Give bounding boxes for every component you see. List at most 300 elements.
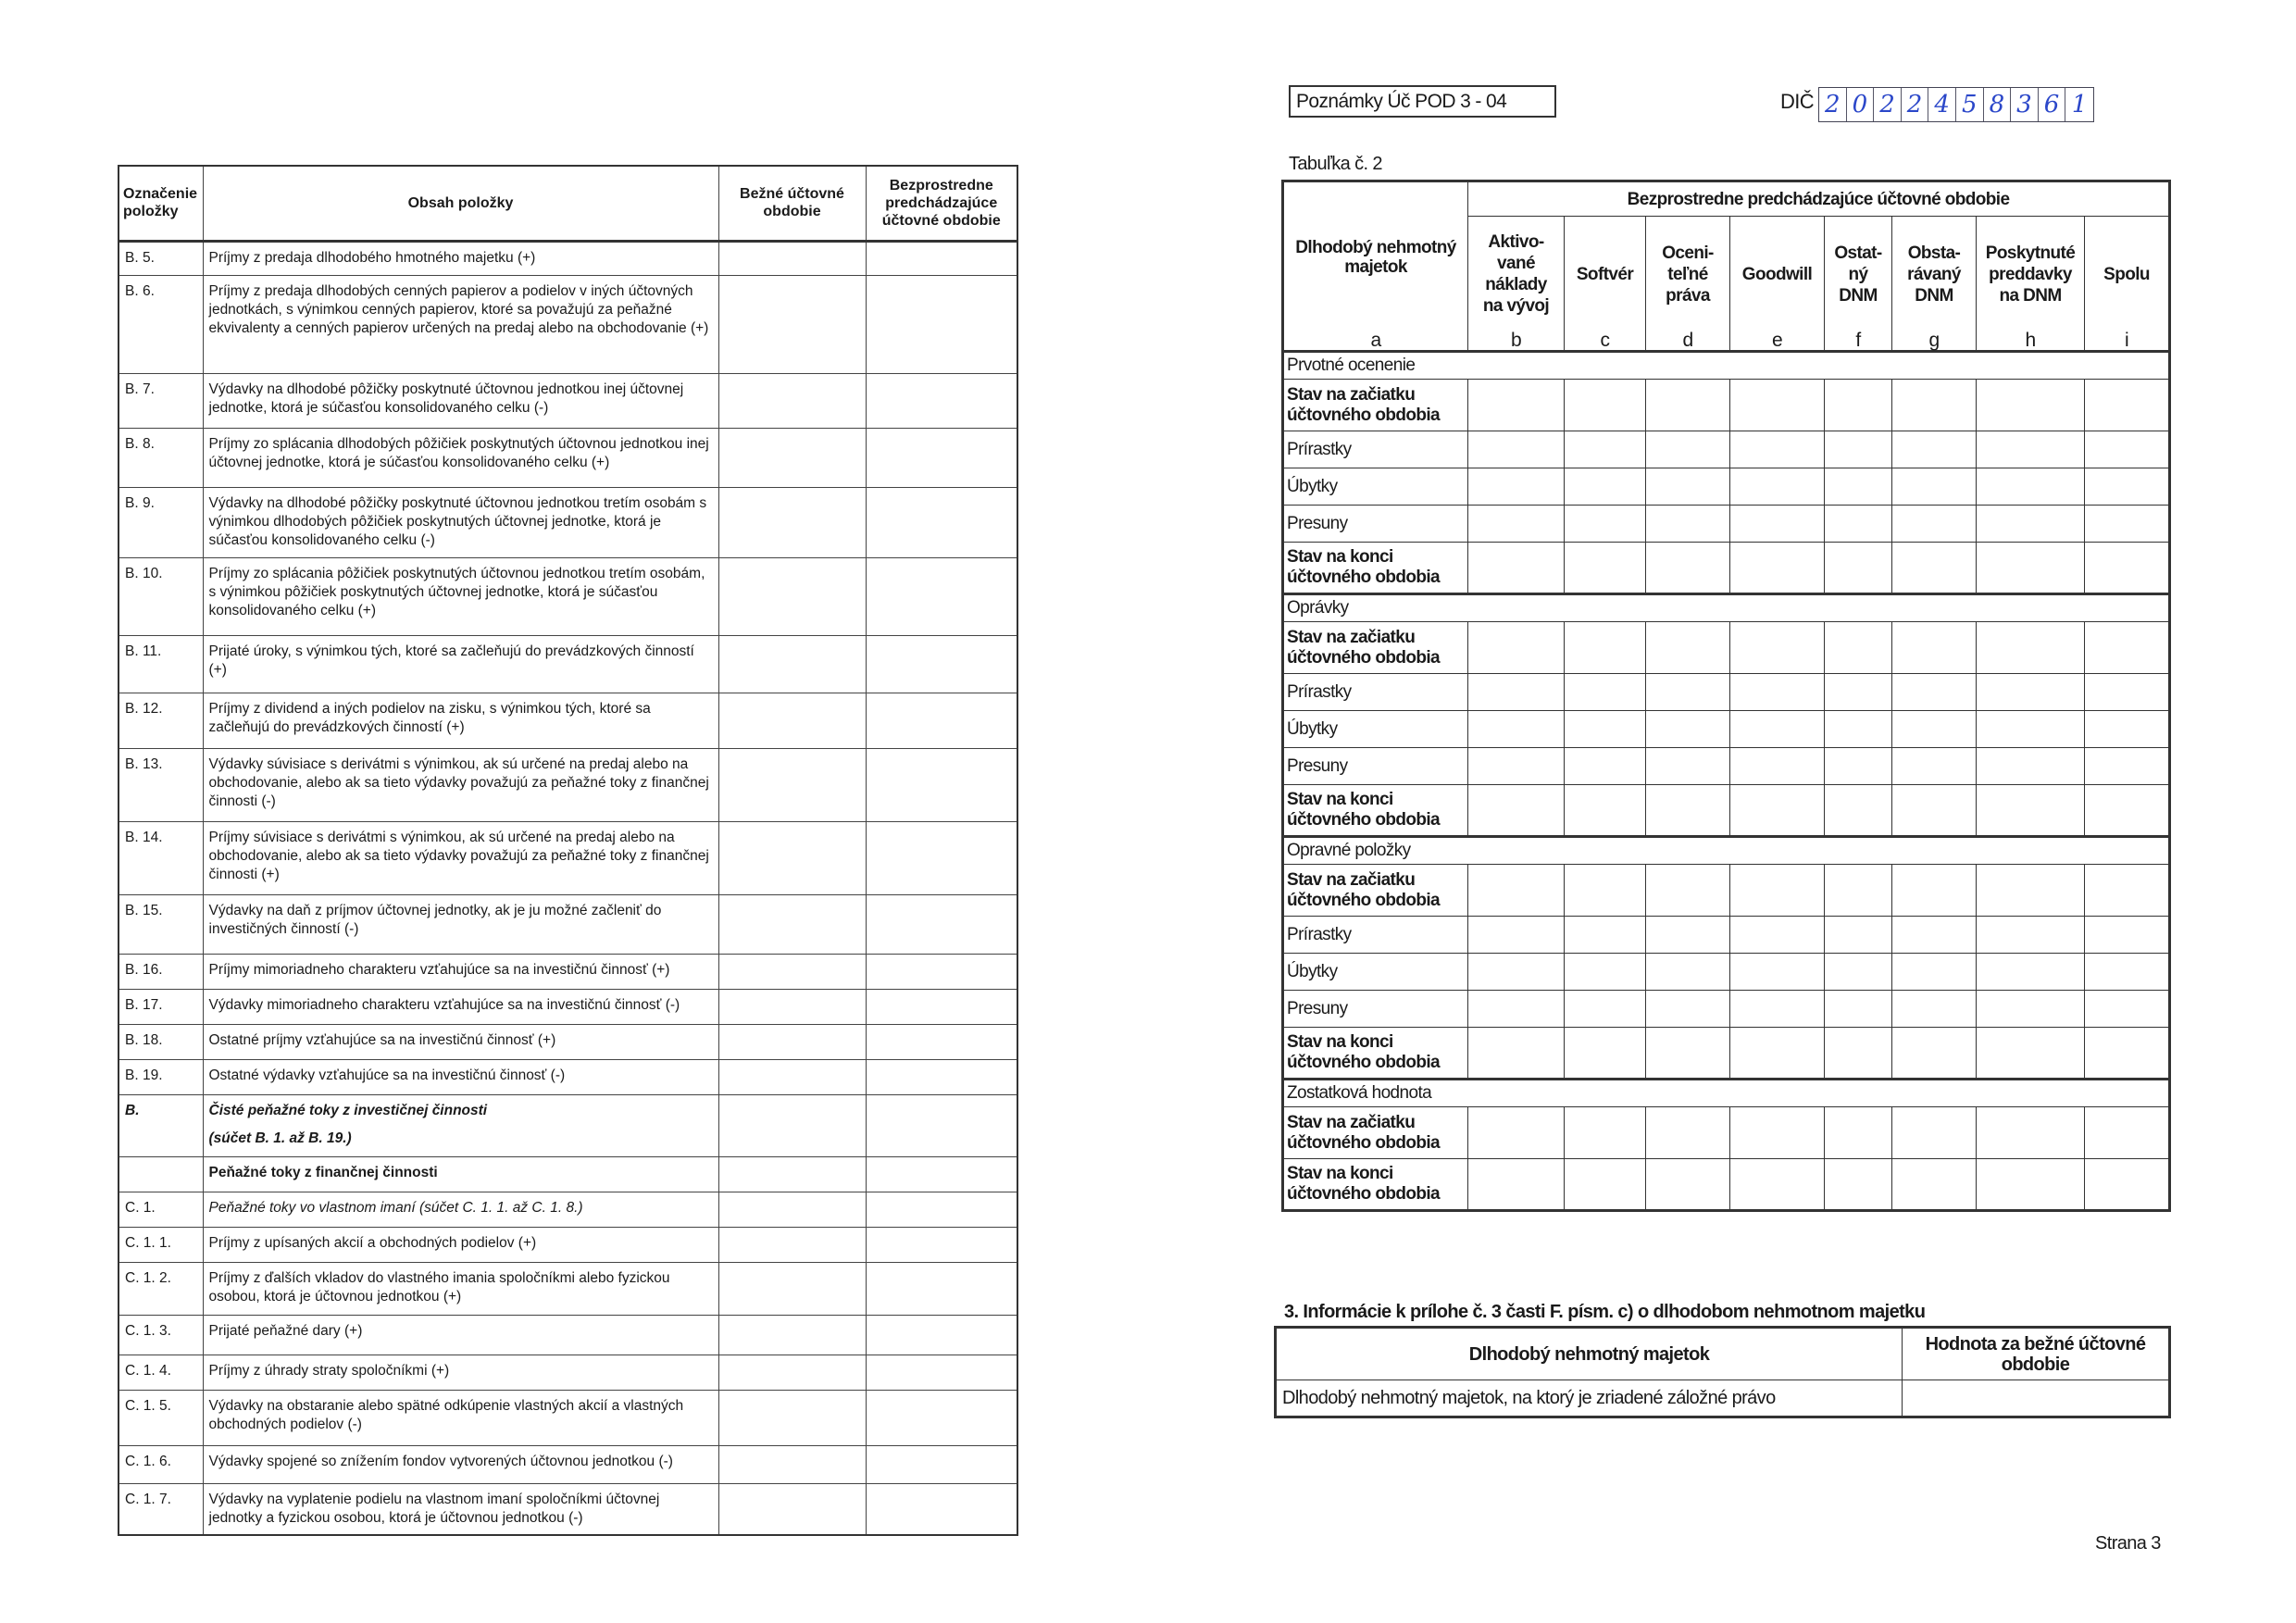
value-cell[interactable]: [2085, 380, 2170, 431]
row-code: C. 1. 6.: [119, 1445, 203, 1483]
table-row: [119, 275, 1017, 373]
value-cell[interactable]: [1646, 865, 1730, 917]
value-cell[interactable]: [1730, 711, 1825, 748]
column-letter: i: [2124, 330, 2129, 351]
value-cell[interactable]: [1825, 506, 1892, 543]
row-content: [203, 821, 718, 894]
column-label: Softvér: [1576, 264, 1634, 284]
value-cell[interactable]: [1468, 748, 1565, 785]
row-label: Stav na konci účtovného obdobia: [1283, 543, 1468, 594]
value-cell[interactable]: [1825, 1028, 1892, 1080]
table-row: [119, 1262, 1017, 1315]
previous-period-cell[interactable]: [866, 428, 1017, 487]
current-period-cell[interactable]: [718, 1059, 866, 1094]
value-cell[interactable]: [1565, 1107, 1646, 1159]
value-cell[interactable]: [1730, 431, 1825, 468]
value-cell[interactable]: [1468, 1107, 1565, 1159]
table-row: [119, 373, 1017, 428]
row-label: Úbytky: [1283, 468, 1468, 506]
column-label: Oceni- teľné práva: [1662, 243, 1714, 306]
column-label: Goodwill: [1741, 264, 1813, 284]
row-content: [203, 275, 718, 373]
value-cell[interactable]: [1892, 468, 1977, 506]
row-text: Prijaté úroky, s výnimkou tých, ktoré sa začleňujú do prevádzkových činností (+): [208, 643, 694, 678]
value-cell[interactable]: [1825, 917, 1892, 954]
current-period-cell[interactable]: [718, 1192, 866, 1227]
row-text: Peňažné toky z finančnej činnosti: [208, 1164, 438, 1180]
value-cell[interactable]: [1977, 785, 2085, 837]
current-period-cell[interactable]: [718, 275, 866, 373]
current-period-cell[interactable]: [718, 487, 866, 557]
value-cell[interactable]: [1730, 1107, 1825, 1159]
previous-period-cell[interactable]: [866, 821, 1017, 894]
value-cell[interactable]: [1646, 380, 1730, 431]
previous-period-cell[interactable]: [866, 954, 1017, 989]
table-row: [119, 1094, 1017, 1156]
table-row: [119, 693, 1017, 748]
value-cell[interactable]: [1730, 917, 1825, 954]
current-period-cell[interactable]: [718, 1390, 866, 1445]
value-cell[interactable]: [1730, 954, 1825, 991]
value-cell[interactable]: [1565, 543, 1646, 594]
value-cell[interactable]: [1825, 711, 1892, 748]
column-letter: h: [2025, 330, 2036, 351]
value-cell[interactable]: [1892, 954, 1977, 991]
value-cell[interactable]: [1565, 468, 1646, 506]
value-cell[interactable]: [1646, 954, 1730, 991]
previous-period-cell[interactable]: [866, 1059, 1017, 1094]
value-cell[interactable]: [1730, 468, 1825, 506]
table-row: [119, 1227, 1017, 1262]
header-asset: [1283, 181, 1468, 352]
table-row: [119, 1483, 1017, 1535]
table-row: [119, 989, 1017, 1024]
value-cell[interactable]: [2085, 954, 2170, 991]
value-cell[interactable]: [1730, 506, 1825, 543]
current-period-cell[interactable]: [718, 989, 866, 1024]
value-cell[interactable]: [2085, 917, 2170, 954]
section-row: [1283, 837, 2170, 865]
previous-period-cell[interactable]: [866, 635, 1017, 693]
value-cell[interactable]: [1565, 380, 1646, 431]
row-text: Výdavky na vyplatenie podielu na vlastnom imaní spoločníkmi účtovnej jednotky a fyzickou osobou, ktorá je účtovnou jednotkou (-): [208, 1491, 660, 1526]
value-cell[interactable]: [1730, 1159, 1825, 1211]
row-text: Príjmy z dividend a iných podielov na zisku, s výnimkou tých, ktoré sa začleňujú do prevádzkových činností (+): [208, 700, 651, 735]
value-cell[interactable]: [1892, 865, 1977, 917]
value-cell[interactable]: [1825, 865, 1892, 917]
previous-period-cell[interactable]: [866, 1024, 1017, 1059]
value-cell[interactable]: [1977, 431, 2085, 468]
value-cell[interactable]: [1468, 431, 1565, 468]
row-code: B. 6.: [119, 275, 203, 373]
row-content: [203, 635, 718, 693]
current-period-cell[interactable]: [718, 1024, 866, 1059]
row-text: Peňažné toky vo vlastnom imaní (súčet C. 1. 1. až C. 1. 8.): [208, 1199, 583, 1216]
value-cell[interactable]: [1892, 711, 1977, 748]
table-row: [119, 821, 1017, 894]
header-asset: Dlhodobý nehmotný majetok: [1276, 1328, 1903, 1380]
value-cell[interactable]: [1977, 865, 2085, 917]
value-cell[interactable]: [1468, 991, 1565, 1028]
row-text: Príjmy z ďalších vkladov do vlastného imania spoločníkmi alebo fyzickou osobou, ktorá je účtovnou jednotkou (+): [208, 1269, 670, 1305]
value-cell[interactable]: [1565, 506, 1646, 543]
row-content: [203, 1355, 718, 1390]
value-cell[interactable]: [1565, 674, 1646, 711]
value-cell[interactable]: [1977, 748, 2085, 785]
row-code: B. 14.: [119, 821, 203, 894]
row-code: [119, 1156, 203, 1192]
value-cell[interactable]: [1977, 674, 2085, 711]
row-code: B. 11.: [119, 635, 203, 693]
table-row: [119, 557, 1017, 635]
value-cell[interactable]: [2085, 468, 2170, 506]
column-letter: a: [1370, 330, 1381, 351]
row-content: [203, 989, 718, 1024]
previous-period-cell[interactable]: [866, 275, 1017, 373]
previous-period-cell[interactable]: [866, 989, 1017, 1024]
table-row: [1283, 1107, 2170, 1159]
value-cell[interactable]: [1825, 748, 1892, 785]
previous-period-cell[interactable]: [866, 557, 1017, 635]
table-header-row: [119, 166, 1017, 241]
value-cell[interactable]: [1825, 954, 1892, 991]
row-content: [203, 1315, 718, 1355]
value-cell[interactable]: [1825, 468, 1892, 506]
current-period-cell[interactable]: [718, 748, 866, 821]
value-cell[interactable]: [1977, 380, 2085, 431]
table-row: [1283, 674, 2170, 711]
value-cell[interactable]: [1825, 674, 1892, 711]
table-row: [1283, 468, 2170, 506]
value-cell[interactable]: [2085, 1159, 2170, 1211]
value-cell[interactable]: [1825, 622, 1892, 674]
value-cell[interactable]: [1730, 380, 1825, 431]
value-cell[interactable]: [1892, 431, 1977, 468]
section-row: [1283, 1080, 2170, 1107]
value-cell[interactable]: [1892, 622, 1977, 674]
current-period-cell[interactable]: [718, 1262, 866, 1315]
value-cell[interactable]: [1977, 468, 2085, 506]
value-cell[interactable]: [1892, 380, 1977, 431]
row-text: Príjmy z predaja dlhodobých cenných papierov a podielov v iných účtovných jednotkách, s výnimkou cenných papierov, ktoré sa považujú za peňažné ekvivalenty a cenných papierov určených na predaj alebo na obchodovanie (+): [208, 282, 709, 336]
value-cell[interactable]: [2085, 506, 2170, 543]
value-cell[interactable]: [1565, 865, 1646, 917]
value-cell[interactable]: [2085, 865, 2170, 917]
value-cell[interactable]: [1646, 674, 1730, 711]
previous-period-cell[interactable]: [866, 1156, 1017, 1192]
row-content: [203, 1156, 718, 1192]
previous-period-cell[interactable]: [866, 1483, 1017, 1535]
row-code: C. 1. 2.: [119, 1262, 203, 1315]
column-letter: d: [1682, 330, 1693, 351]
table-row: [119, 487, 1017, 557]
value-cell[interactable]: [1892, 506, 1977, 543]
value-cell[interactable]: [1646, 506, 1730, 543]
value-cell[interactable]: [1977, 711, 2085, 748]
table-row: [1283, 954, 2170, 991]
value-cell[interactable]: [1730, 785, 1825, 837]
table-row: [119, 1355, 1017, 1390]
value-cell[interactable]: [1565, 748, 1646, 785]
dic-digit: 5: [1956, 88, 1984, 121]
dic-digit: 3: [2011, 88, 2039, 121]
value-cell[interactable]: [1468, 468, 1565, 506]
value-cell[interactable]: [1646, 785, 1730, 837]
value-cell[interactable]: [1730, 622, 1825, 674]
current-period-cell[interactable]: [718, 1227, 866, 1262]
value-cell[interactable]: [1892, 1028, 1977, 1080]
previous-period-cell[interactable]: [866, 1390, 1017, 1445]
value-cell[interactable]: [1825, 991, 1892, 1028]
row-text: Ostatné príjmy vzťahujúce sa na investičnú činnosť (+): [208, 1031, 556, 1048]
current-period-cell[interactable]: [718, 635, 866, 693]
value-cell[interactable]: [2085, 622, 2170, 674]
value-cell[interactable]: [1646, 1107, 1730, 1159]
column-label: Aktivo- vané náklady na vývoj: [1482, 232, 1550, 316]
current-period-cell[interactable]: [718, 954, 866, 989]
table-row: [1283, 543, 2170, 594]
value-cell[interactable]: [1977, 543, 2085, 594]
column-header: [1730, 217, 1825, 352]
previous-period-cell[interactable]: [866, 1355, 1017, 1390]
table-row: [1283, 785, 2170, 837]
header-code: Označenie položky: [119, 166, 203, 241]
value-cell[interactable]: [1646, 711, 1730, 748]
value-cell[interactable]: [1892, 543, 1977, 594]
row-label: Stav na začiatku účtovného obdobia: [1283, 865, 1468, 917]
row-content: [203, 1192, 718, 1227]
value-cell[interactable]: [1565, 711, 1646, 748]
value-cell[interactable]: [2085, 991, 2170, 1028]
value-cell[interactable]: [1892, 1107, 1977, 1159]
dic-digit: 2: [1902, 88, 1929, 121]
row-text: Výdavky spojené so znížením fondov vytvorených účtovnou jednotkou (-): [208, 1453, 673, 1469]
value-cell[interactable]: [1468, 543, 1565, 594]
table-row: [1283, 1159, 2170, 1211]
dic-digit: 2: [1819, 88, 1847, 121]
column-letter: g: [1928, 330, 1940, 351]
current-period-cell[interactable]: [718, 1094, 866, 1156]
previous-period-cell[interactable]: [866, 373, 1017, 428]
value-cell[interactable]: [1646, 468, 1730, 506]
row-code: C. 1. 3.: [119, 1315, 203, 1355]
value-cell[interactable]: [1892, 917, 1977, 954]
value-cell[interactable]: [1892, 674, 1977, 711]
previous-period-cell[interactable]: [866, 1094, 1017, 1156]
section-label: Opravné položky: [1283, 837, 2170, 865]
row-text: Príjmy z úhrady straty spoločníkmi (+): [208, 1362, 450, 1379]
row-text: Príjmy zo splácania dlhodobých pôžičiek poskytnutých účtovnou jednotkou inej účtovnej jednotke, ktorá je súčasťou konsolidovaného celku (+): [208, 435, 709, 470]
value-cell[interactable]: [2085, 785, 2170, 837]
current-period-cell[interactable]: [718, 1315, 866, 1355]
current-period-cell[interactable]: [718, 1483, 866, 1535]
value-cell[interactable]: [1565, 622, 1646, 674]
table-row: [119, 241, 1017, 275]
current-period-cell[interactable]: [718, 1445, 866, 1483]
column-letter: b: [1510, 330, 1522, 351]
dic-digit: 6: [2039, 88, 2066, 121]
current-period-cell[interactable]: [718, 241, 866, 275]
row-code: B. 12.: [119, 693, 203, 748]
value-cell[interactable]: [1646, 1159, 1730, 1211]
value-cell[interactable]: [1825, 431, 1892, 468]
current-period-cell[interactable]: [718, 557, 866, 635]
current-period-cell[interactable]: [718, 693, 866, 748]
column-header: [1977, 217, 2085, 352]
value-cell[interactable]: [1892, 1159, 1977, 1211]
value-cell[interactable]: [1565, 991, 1646, 1028]
value-cell[interactable]: [1565, 954, 1646, 991]
row-code: B. 7.: [119, 373, 203, 428]
previous-period-cell[interactable]: [866, 894, 1017, 954]
value-cell[interactable]: [1468, 785, 1565, 837]
previous-period-cell[interactable]: [866, 1192, 1017, 1227]
column-header: [1468, 217, 1565, 352]
previous-period-cell[interactable]: [866, 1262, 1017, 1315]
current-period-cell[interactable]: [718, 821, 866, 894]
row-subtext: (súčet B. 1. až B. 19.): [208, 1130, 352, 1146]
value-cell[interactable]: [1468, 711, 1565, 748]
value-cell[interactable]: [2085, 748, 2170, 785]
value-cell[interactable]: [1977, 1028, 2085, 1080]
column-label: Spolu: [2103, 264, 2150, 284]
value-cell[interactable]: [1646, 1028, 1730, 1080]
value-cell[interactable]: [1646, 991, 1730, 1028]
row-content: [203, 748, 718, 821]
value-cell[interactable]: [1468, 506, 1565, 543]
row-content: [203, 1227, 718, 1262]
row-code: B. 19.: [119, 1059, 203, 1094]
table-row: [1283, 622, 2170, 674]
previous-period-cell[interactable]: [866, 1227, 1017, 1262]
dic-field[interactable]: [1818, 87, 2094, 122]
section-label: Zostatková hodnota: [1283, 1080, 2170, 1107]
value-cell[interactable]: [2085, 431, 2170, 468]
value-cell[interactable]: [1646, 622, 1730, 674]
value-cell[interactable]: [1468, 954, 1565, 991]
value-cell[interactable]: [1468, 380, 1565, 431]
current-period-cell[interactable]: [718, 373, 866, 428]
previous-period-cell[interactable]: [866, 241, 1017, 275]
current-period-cell[interactable]: [718, 894, 866, 954]
value-cell[interactable]: [1565, 431, 1646, 468]
value-cell[interactable]: [1646, 431, 1730, 468]
value-cell[interactable]: [1825, 380, 1892, 431]
value-cell[interactable]: [1825, 1107, 1892, 1159]
value-cell[interactable]: [1565, 1028, 1646, 1080]
value-cell[interactable]: [1565, 917, 1646, 954]
table-row: [119, 1156, 1017, 1192]
value-cell[interactable]: [1977, 1159, 2085, 1211]
value-cell[interactable]: [1825, 785, 1892, 837]
row-code: B. 9.: [119, 487, 203, 557]
value-cell[interactable]: [1903, 1380, 2170, 1417]
row-text: Čisté peňažné toky z investičnej činnosti: [208, 1102, 488, 1118]
value-cell[interactable]: [1730, 991, 1825, 1028]
value-cell[interactable]: [1468, 917, 1565, 954]
row-code: C. 1. 1.: [119, 1227, 203, 1262]
value-cell[interactable]: [1977, 622, 2085, 674]
row-content: [203, 1094, 718, 1156]
value-cell[interactable]: [1977, 954, 2085, 991]
value-cell[interactable]: [1730, 1028, 1825, 1080]
intangible-assets-table: [1281, 180, 2171, 1212]
value-cell[interactable]: [1825, 1159, 1892, 1211]
value-cell[interactable]: [1730, 748, 1825, 785]
table-row: [1283, 1028, 2170, 1080]
row-label: Presuny: [1283, 506, 1468, 543]
previous-period-cell[interactable]: [866, 693, 1017, 748]
value-cell[interactable]: [1468, 1159, 1565, 1211]
value-cell[interactable]: [1565, 1159, 1646, 1211]
table-row: [119, 1315, 1017, 1355]
table-header-row: [1276, 1328, 2170, 1380]
value-cell[interactable]: [2085, 1107, 2170, 1159]
table-row: [119, 1390, 1017, 1445]
row-text: Výdavky na dlhodobé pôžičky poskytnuté účtovnou jednotkou inej účtovnej jednotke, ktorá je súčasťou konsolidovaného celku (-): [208, 381, 684, 416]
row-code: C. 1. 5.: [119, 1390, 203, 1445]
value-cell[interactable]: [1892, 991, 1977, 1028]
value-cell[interactable]: [1646, 748, 1730, 785]
value-cell[interactable]: [1977, 1107, 2085, 1159]
table-row: [1276, 1380, 2170, 1417]
column-header: [1825, 217, 1892, 352]
current-period-cell[interactable]: [718, 1156, 866, 1192]
value-cell[interactable]: [1646, 543, 1730, 594]
value-cell[interactable]: [1892, 748, 1977, 785]
value-cell[interactable]: [1730, 865, 1825, 917]
value-cell[interactable]: [1468, 1028, 1565, 1080]
value-cell[interactable]: [2085, 674, 2170, 711]
row-label: Stav na začiatku účtovného obdobia: [1283, 622, 1468, 674]
value-cell[interactable]: [1892, 785, 1977, 837]
value-cell[interactable]: [1977, 506, 2085, 543]
value-cell[interactable]: [1730, 674, 1825, 711]
table-row: [1283, 431, 2170, 468]
value-cell[interactable]: [2085, 1028, 2170, 1080]
value-cell[interactable]: [1977, 917, 2085, 954]
previous-period-cell[interactable]: [866, 748, 1017, 821]
value-cell[interactable]: [1730, 543, 1825, 594]
value-cell[interactable]: [1468, 674, 1565, 711]
column-letter: f: [1855, 330, 1861, 351]
cash-flow-table: [118, 165, 1018, 1536]
row-content: [203, 1390, 718, 1445]
value-cell[interactable]: [2085, 711, 2170, 748]
value-cell[interactable]: [1565, 785, 1646, 837]
value-cell[interactable]: [1646, 917, 1730, 954]
value-cell[interactable]: [1468, 865, 1565, 917]
value-cell[interactable]: [1977, 991, 2085, 1028]
row-content: [203, 954, 718, 989]
row-label: Stav na konci účtovného obdobia: [1283, 785, 1468, 837]
value-cell[interactable]: [2085, 543, 2170, 594]
previous-period-cell[interactable]: [866, 1445, 1017, 1483]
row-code: B. 13.: [119, 748, 203, 821]
column-letter: c: [1600, 330, 1610, 351]
value-cell[interactable]: [1825, 543, 1892, 594]
row-text: Výdavky na dlhodobé pôžičky poskytnuté účtovnou jednotkou tretím osobám s výnimkou dlhodobých pôžičiek poskytnutých účtovnej jednotke, ktorá je súčasťou konsolidovaného celku (-): [208, 494, 707, 548]
previous-period-cell[interactable]: [866, 1315, 1017, 1355]
value-cell[interactable]: [1468, 622, 1565, 674]
table-row: [119, 1445, 1017, 1483]
dic-digit: 0: [1847, 88, 1875, 121]
previous-period-cell[interactable]: [866, 487, 1017, 557]
current-period-cell[interactable]: [718, 1355, 866, 1390]
current-period-cell[interactable]: [718, 428, 866, 487]
header-current-period: Bežné účtovné obdobie: [718, 166, 866, 241]
section-row: [1283, 594, 2170, 622]
